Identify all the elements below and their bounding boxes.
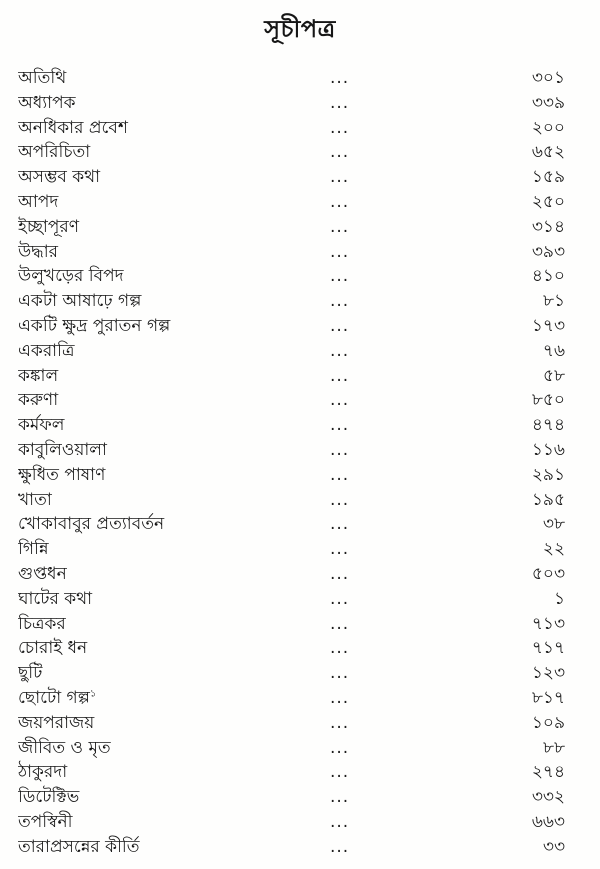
toc-row <box>0 760 600 785</box>
entry-title: আপদ <box>18 191 59 212</box>
entry-title: অনধিকার প্রবেশ <box>18 117 128 138</box>
dots-separator: ... <box>330 291 350 312</box>
entry-title: অধ্যাপক <box>18 92 76 113</box>
dots-separator: ... <box>330 340 350 361</box>
toc-row <box>0 339 600 364</box>
dots-separator: ... <box>330 117 350 138</box>
dots-separator: ... <box>330 514 350 535</box>
dots-separator: ... <box>330 216 350 237</box>
dots-separator: ... <box>330 737 350 758</box>
dots-separator: ... <box>330 365 350 386</box>
toc-row <box>0 612 600 637</box>
entry-title: একরাত্রি <box>18 340 75 361</box>
entry-page: ৫৮ <box>542 365 565 386</box>
entry-title: গিন্নি <box>18 539 49 560</box>
entry-page: ১৯৫ <box>531 489 565 510</box>
dots-separator: ... <box>330 92 350 113</box>
toc-row <box>0 413 600 438</box>
toc-row <box>0 165 600 190</box>
entry-title: একটা আষাঢ়ে গল্প <box>18 291 142 312</box>
entry-page: ৮৫০ <box>531 390 565 411</box>
entry-page: ১০৯ <box>531 712 565 733</box>
toc-row <box>0 364 600 389</box>
entry-footnote-mark: ১ <box>89 688 97 700</box>
toc-row <box>0 661 600 686</box>
entry-title: ইচ্ছাপূরণ <box>18 216 80 237</box>
toc-row <box>0 240 600 265</box>
entry-title: জয়পরাজয় <box>18 712 95 733</box>
dots-separator: ... <box>330 638 350 659</box>
entry-page: ৪৭৪ <box>531 415 565 436</box>
dots-separator: ... <box>330 68 350 88</box>
dots-separator: ... <box>330 811 350 832</box>
entry-title: কঙ্কাল <box>18 365 59 386</box>
toc-row <box>0 810 600 835</box>
entry-page: ৪১০ <box>531 266 565 287</box>
dots-separator: ... <box>330 489 350 510</box>
entry-title: ডিটেক্টিভ <box>18 787 80 808</box>
dots-separator: ... <box>330 464 350 485</box>
toc-row <box>0 463 600 488</box>
toc-row <box>0 438 600 463</box>
toc-row <box>0 314 600 339</box>
entry-title: একটি ক্ষুদ্র পুরাতন গল্প <box>18 315 171 336</box>
entry-page: ৩১৪ <box>531 216 565 237</box>
toc-row <box>0 711 600 736</box>
dots-separator: ... <box>330 315 350 336</box>
entry-page: ২৭৪ <box>531 762 565 783</box>
entry-page: ১৫৯ <box>531 167 565 188</box>
entry-page: ১৭৩ <box>531 315 565 336</box>
toc-row <box>0 736 600 761</box>
dots-separator: ... <box>330 539 350 560</box>
entry-page: ৮৮ <box>542 737 565 758</box>
dots-separator: ... <box>330 712 350 733</box>
entry-page: ৭৬ <box>542 340 565 361</box>
toc-row <box>0 537 600 562</box>
entry-page: ৬৫২ <box>531 142 565 163</box>
toc-row <box>0 686 600 711</box>
toc-row <box>0 140 600 165</box>
toc-row <box>0 116 600 141</box>
dots-separator: ... <box>330 415 350 436</box>
dots-separator: ... <box>330 762 350 783</box>
toc-row <box>0 388 600 413</box>
entry-page: ৬৬৩ <box>531 811 565 832</box>
dots-separator: ... <box>330 390 350 411</box>
dots-separator: ... <box>330 191 350 212</box>
entry-title: ঘাটের কথা <box>18 588 93 609</box>
entry-page: ২৯১ <box>531 464 565 485</box>
entry-page: ৩৯৩ <box>531 241 565 262</box>
entry-title: অতিথি <box>18 68 67 88</box>
entry-page: ৭১৭ <box>531 638 565 659</box>
dots-separator: ... <box>330 241 350 262</box>
toc-row <box>0 835 600 860</box>
entry-title: ছুটি <box>18 663 43 684</box>
entry-page: ৮১ <box>542 291 565 312</box>
entry-title: খোকাবাবুর প্রত্যাবর্তন <box>18 514 165 535</box>
entry-page: ৩৮ <box>542 514 565 535</box>
toc-row <box>0 66 600 91</box>
entry-title: তপস্বিনী <box>18 811 73 832</box>
entry-title: কাবুলিওয়ালা <box>18 439 107 460</box>
entry-title: ক্ষুধিত পাষাণ <box>18 464 106 485</box>
entry-title: খাতা <box>18 489 52 510</box>
entry-page: ২৫০ <box>531 191 565 212</box>
dots-separator: ... <box>330 613 350 634</box>
entry-page: ৭১৩ <box>531 613 565 634</box>
entry-title: ছোটো গল্প$^১$ <box>18 687 97 708</box>
dots-separator: ... <box>330 588 350 609</box>
entry-title: তারাপ্রসন্নের কীর্তি <box>18 836 140 857</box>
dots-separator: ... <box>330 439 350 460</box>
entry-title: জীবিত ও মৃত <box>18 737 111 758</box>
dots-separator: ... <box>330 687 350 708</box>
entry-title: ঠাকুরদা <box>18 762 68 783</box>
toc-row <box>0 190 600 215</box>
entry-title: অসম্ভব কথা <box>18 167 101 188</box>
toc-row <box>0 512 600 537</box>
entry-title: উলুখড়ের বিপদ <box>18 266 124 287</box>
toc-row <box>0 785 600 810</box>
toc-row <box>0 215 600 240</box>
entry-title: করুণা <box>18 390 59 411</box>
toc-row <box>0 264 600 289</box>
dots-separator: ... <box>330 663 350 684</box>
toc-list <box>0 66 600 860</box>
dots-separator: ... <box>330 836 350 857</box>
entry-title: চিত্রকর <box>18 613 66 634</box>
toc-row <box>0 587 600 612</box>
entry-title: চোরাই ধন <box>18 638 88 659</box>
dots-separator: ... <box>330 142 350 163</box>
toc-row <box>0 488 600 513</box>
entry-page: ১১৬ <box>531 439 565 460</box>
entry-title: অপরিচিতা <box>18 142 91 163</box>
toc-row <box>0 562 600 587</box>
entry-title: গুপ্তধন <box>18 563 67 584</box>
entry-page: ৩০১ <box>531 68 565 88</box>
entry-page: ৩৩৯ <box>531 92 565 113</box>
toc-row <box>0 91 600 116</box>
page-title: সূচীপত্র <box>264 15 336 43</box>
dots-separator: ... <box>330 167 350 188</box>
entry-page: ৩৩ <box>542 836 565 857</box>
dots-separator: ... <box>330 563 350 584</box>
entry-page: ৩৩২ <box>531 787 565 808</box>
entry-page: ৮১৭ <box>531 687 565 708</box>
dots-separator: ... <box>330 266 350 287</box>
dots-separator: ... <box>330 787 350 808</box>
toc-row <box>0 636 600 661</box>
toc-row <box>0 289 600 314</box>
entry-page: ২০০ <box>531 117 565 138</box>
entry-page: ১২৩ <box>531 663 565 684</box>
entry-page: ১ <box>553 588 565 609</box>
entry-title: কর্মফল <box>18 415 65 436</box>
entry-page: ৫০৩ <box>531 563 565 584</box>
entry-title: উদ্ধার <box>18 241 58 262</box>
entry-page: ২২ <box>542 539 565 560</box>
